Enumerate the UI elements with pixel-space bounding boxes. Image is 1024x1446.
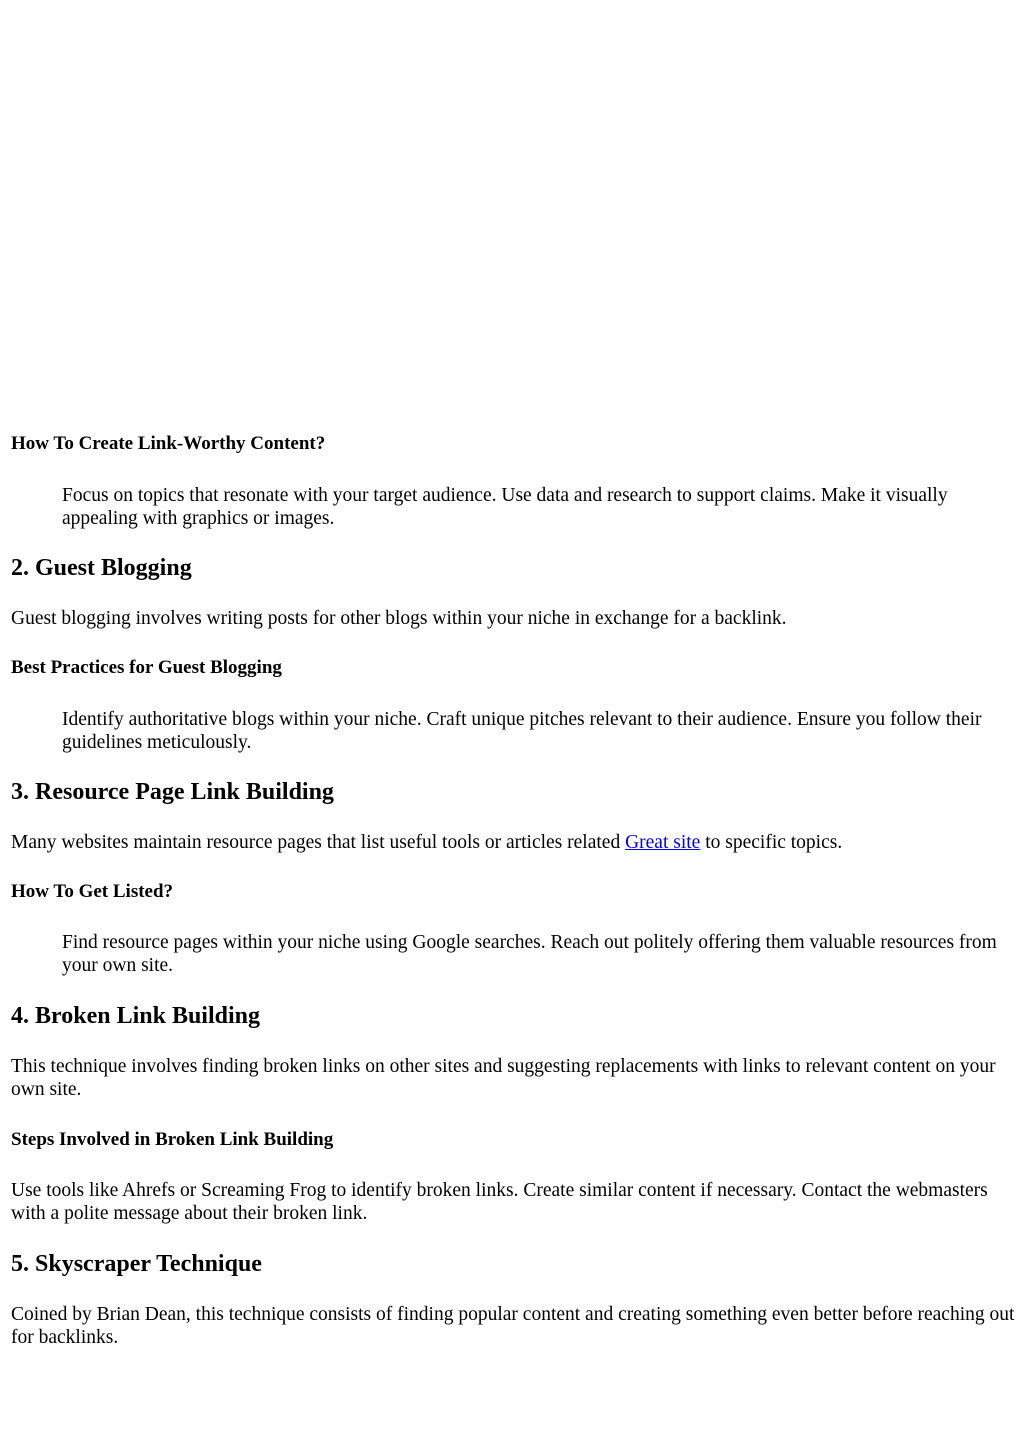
- guest-blogging-intro: Guest blogging involves writing posts for other blogs within your niche in exchange for a backlink.: [11, 608, 787, 629]
- create-content-heading: How To Create Link-Worthy Content?: [11, 433, 326, 454]
- resource-page-intro-before: Many websites maintain resource pages that list useful tools or articles related: [11, 832, 626, 853]
- resource-page-intro-after: to specific topics.: [700, 832, 843, 853]
- guest-blogging-subheading: Best Practices for Guest Blogging: [11, 657, 282, 678]
- skyscraper-intro: Coined by Brian Dean, this technique consists of finding popular content and creating something even better before reaching out for backlinks.: [11, 1304, 1015, 1348]
- broken-link-subheading: Steps Involved in Broken Link Building: [11, 1129, 334, 1150]
- broken-link-body: Use tools like Ahrefs or Screaming Frog to identify broken links. Create similar content if necessary. Contact the webmasters with a polite message about their broken link.: [11, 1180, 988, 1224]
- guest-blogging-title: 2. Guest Blogging: [11, 555, 192, 581]
- great-site-link[interactable]: Great site: [625, 832, 701, 853]
- resource-page-title: 3. Resource Page Link Building: [11, 779, 334, 805]
- resource-page-intro: [11, 831, 842, 854]
- broken-link-title: 4. Broken Link Building: [11, 1003, 260, 1029]
- resource-page-subheading: How To Get Listed?: [11, 881, 174, 902]
- create-content-quote: Focus on topics that resonate with your target audience. Use data and research to support claims. Make it visually appealing with graphics or images.: [62, 485, 948, 529]
- broken-link-intro: This technique involves finding broken links on other sites and suggesting replacements with links to relevant content on your own site.: [11, 1056, 996, 1100]
- guest-blogging-quote: Identify authoritative blogs within your niche. Craft unique pitches relevant to their audience. Ensure you follow their guidelines meticulously.: [62, 709, 982, 753]
- resource-page-quote: Find resource pages within your niche using Google searches. Reach out politely offering them valuable resources from your own site.: [62, 932, 997, 976]
- skyscraper-title: 5. Skyscraper Technique: [11, 1251, 262, 1277]
